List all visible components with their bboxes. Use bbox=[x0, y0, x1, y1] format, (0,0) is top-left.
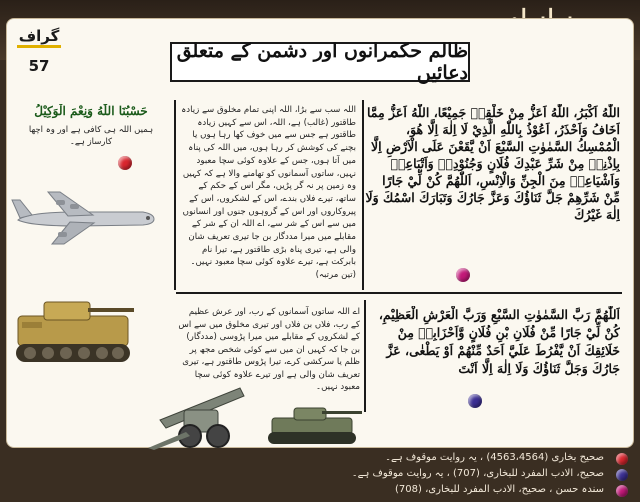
references-bar bbox=[0, 452, 640, 502]
vertical-divider-left bbox=[174, 100, 176, 290]
artillery-cannon-icon bbox=[140, 380, 258, 450]
dua1-urdu-translation: اللہ سب سے بڑا، اللہ اپنی تمام مخلوق سے زیادہ طاقتور (غالب) ہے، اللہ، اس سے کہیں زیادہ طاقتور ہے جس سے میں خوف کھا رہا ہوں یا بچنے کی کوشش کر رہا ہوں، میں اللہ کی پناہ میں آتا ہوں، جس کے علاوہ کوئی سچا معبود نہیں، ساتوں آسمانوں کو تھامنے والا ہے کہ کہیں وہ زمین پر نہ گر پڑیں، مگر اس کے حکم کے ساتھ، تیرے فلاں بندے، اس کے لشکروں، اس کے پیروکاروں اور اس کے گروہوں جنوں اور انسانوں میں سے اس کے شر سے، اے اللہ ان کے شر کے مقابلے میں میرا مددگار بن جا تیری تعریف شان والی ہے، تیری پناہ بڑی طاقتور ہے، تیرا نام بابرکت ہے، تیرے علاوہ کوئی سچا معبود نہیں۔ (تین مرتبہ) bbox=[181, 105, 356, 281]
transport-plane-icon bbox=[8, 188, 158, 248]
reference-3: سندہ حسن ، صحیح، الادب المفرد للبخاری، (708) bbox=[395, 484, 604, 495]
dua2-urdu-translation: اے اللہ ساتوں آسمانوں کے رب، اور عرش عظیم کے رب، فلاں بن فلاں اور تیری مخلوق میں سے اس کے لشکروں کے مقابلے میں میرا پڑوسی (مددگار) بن جا کہ کہیں ان میں سے کوئی شخص مجھ پر ظلم یا سرکشی کرے، تیرا پڑوس طاقتور ہے، تیری تعریف شان والی ہے اور تیرے علاوہ کوئی سچا معبود نہیں۔ bbox=[178, 307, 360, 392]
dua1-magenta-dot bbox=[456, 268, 470, 282]
reference-1: صحیح بخاری (4563،4564) ، یہ روایت موقوف ہے۔ bbox=[385, 452, 604, 463]
side-dua-urdu: ہمیں اللہ ہی کافی ہے اور وہ اچھا کارساز ہے۔ bbox=[28, 125, 154, 147]
tank-icon bbox=[260, 398, 364, 448]
vertical-divider-lower bbox=[364, 300, 366, 412]
graph-label-underline bbox=[17, 45, 61, 48]
dua1-arabic-text: اللّٰهُ اَكْبَرُ، اللّٰهُ اَعَزُّ مِنْ خَلْقِهٖ جَمِيْعًا، اللّٰهُ اَعَزُّ مِمَّا اَخَافُ وَاَحْذَرُ، اَعُوْذُ بِاللّٰهِ الَّذِيْ لَا اِلٰهَ اِلَّا هُوَ، الْمُمْسِكُ السَّمٰوٰتِ السَّبْعَ اَنْ يَّقَعْنَ عَلَى الْاَرْضِ اِلَّا بِاِذْنِهٖ مِنْ شَرِّ عَبْدِكَ فُلَانٍ وَجُنُوْدِهٖ وَاَتْبَاعِهٖ وَاَشْيَاعِهٖ مِنَ الْجِنِّ وَالْاِنْسِ، اَللّٰهُمَّ كُنْ لِّيْ جَارًا مِّنْ شَرِّهِمْ جَلَّ ثَنَاؤُكَ وَعَزَّ جَارُكَ وَتَبَارَكَ اسْمُكَ وَلَا اِلٰهَ غَيْرُكَ bbox=[365, 105, 620, 222]
dua2-blue-dot bbox=[468, 394, 482, 408]
reference-dot-magenta bbox=[616, 485, 628, 497]
graph-number-text: گراف 57 bbox=[18, 27, 60, 75]
reference-2: صحیح، الادب المفرد للبخاری، (707) ، یہ روایت موقوف ہے۔ bbox=[351, 468, 604, 479]
horizontal-divider bbox=[176, 292, 622, 294]
page-title: ظالم حکمرانوں اور دشمن کے متعلق دعائیں bbox=[170, 42, 470, 82]
dua2-arabic-text: اَللّٰهُمَّ رَبَّ السَّمٰوٰتِ السَّبْعِ وَرَبَّ الْعَرْشِ الْعَظِيْمِ، كُنْ لِّيْ جَارًا مِّنْ فُلَانِ بْنِ فُلَانٍ وَّاَحْزَابِهٖ مِنْ خَلَائِقِكَ اَنْ يَّفْرُطَ عَلَيَّ اَحَدٌ مِّنْهُمْ اَوْ يَطْغٰى، عَزَّ جَارُكَ وَجَلَّ ثَنَاؤُكَ وَلَا اِلٰهَ اِلَّا اَنْتَ bbox=[378, 307, 620, 376]
side-dua-arabic: حَسْبُنَا اللّٰهُ وَنِعْمَ الْوَكِيْلُ bbox=[34, 104, 148, 118]
reference-dot-red bbox=[616, 453, 628, 465]
side-dua-red-dot bbox=[118, 156, 132, 170]
reference-dot-blue bbox=[616, 469, 628, 481]
graph-number-label bbox=[11, 21, 67, 75]
armored-vehicle-icon bbox=[8, 286, 138, 370]
